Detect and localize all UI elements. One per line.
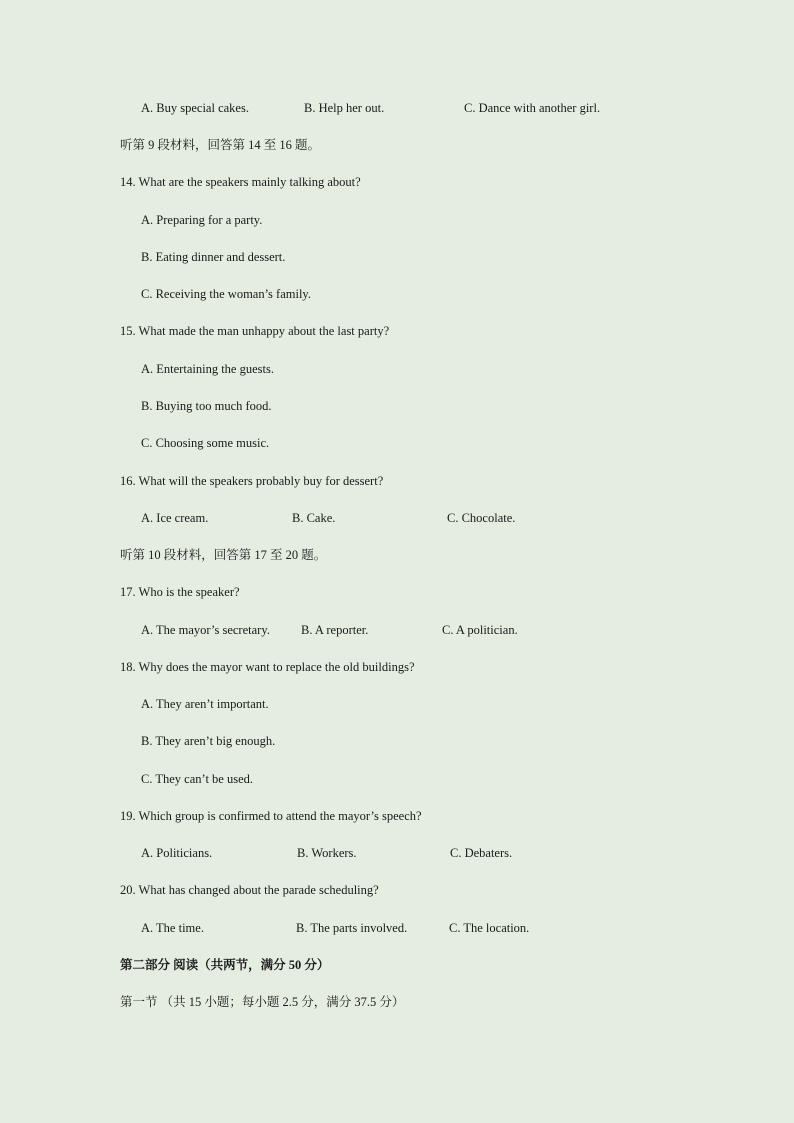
option-c: C. The location.	[449, 921, 530, 935]
option-a: A. Buy special cakes.	[141, 101, 249, 115]
q15-option-c: C. Choosing some music.	[141, 436, 270, 450]
option-c: C. Chocolate.	[447, 511, 516, 525]
section-instruction: 听第 10 段材料，回答第 17 至 20 题。	[120, 548, 327, 562]
option-c: C. Dance with another girl.	[464, 101, 601, 115]
q14-option-c: C. Receiving the woman’s family.	[141, 287, 311, 301]
option-a: A. Politicians.	[141, 846, 213, 860]
q18-option-c: C. They can’t be used.	[141, 772, 254, 786]
option-b: B. A reporter.	[301, 623, 369, 637]
option-a: A. Ice cream.	[141, 511, 209, 525]
option-a: A. The mayor’s secretary.	[141, 623, 270, 637]
option-b: B. Help her out.	[304, 101, 385, 115]
q18-option-b: B. They aren’t big enough.	[141, 734, 276, 748]
option-a: A. The time.	[141, 921, 204, 935]
q14-option-b: B. Eating dinner and dessert.	[141, 250, 286, 264]
option-c: C. Debaters.	[450, 846, 513, 860]
question-16: 16. What will the speakers probably buy for dessert?	[120, 474, 384, 488]
question-14: 14. What are the speakers mainly talking about?	[120, 175, 361, 189]
q15-option-a: A. Entertaining the guests.	[141, 362, 274, 376]
option-b: B. Cake.	[292, 511, 336, 525]
part-two-heading: 第二部分 阅读（共两节，满分 50 分）	[120, 958, 330, 972]
section-instruction: 听第 9 段材料，回答第 14 至 16 题。	[120, 138, 321, 152]
q18-option-a: A. They aren’t important.	[141, 697, 269, 711]
q15-option-b: B. Buying too much food.	[141, 399, 272, 413]
question-15: 15. What made the man unhappy about the last party?	[120, 324, 390, 338]
question-18: 18. Why does the mayor want to replace the old buildings?	[120, 660, 415, 674]
option-b: B. The parts involved.	[296, 921, 408, 935]
question-20: 20. What has changed about the parade scheduling?	[120, 883, 379, 897]
question-17: 17. Who is the speaker?	[120, 585, 240, 599]
option-b: B. Workers.	[297, 846, 357, 860]
section-one-heading: 第一节 （共 15 小题；每小题 2.5 分，满分 37.5 分）	[120, 995, 405, 1009]
option-c: C. A politician.	[442, 623, 518, 637]
question-19: 19. Which group is confirmed to attend the mayor’s speech?	[120, 809, 422, 823]
q14-option-a: A. Preparing for a party.	[141, 213, 263, 227]
